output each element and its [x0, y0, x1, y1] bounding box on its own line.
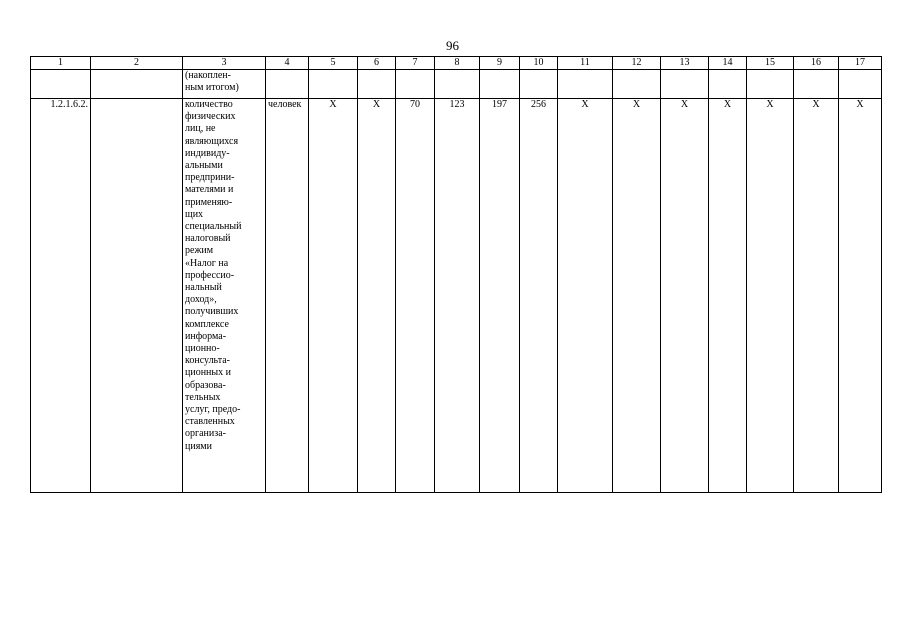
data-table: [30, 56, 882, 493]
cell: [91, 99, 183, 493]
text-line: нальный: [185, 282, 222, 294]
header-row: [31, 57, 882, 70]
text-line: предприни-: [185, 172, 235, 184]
table-row: [31, 70, 882, 99]
text-line: получивших: [185, 306, 239, 318]
value-cell: 256: [520, 99, 558, 493]
cell: [91, 70, 183, 99]
header-cell: 2: [91, 57, 183, 70]
value-cell: X: [794, 99, 839, 493]
text-line: щих: [185, 208, 204, 220]
indicator-name-cell: [183, 70, 266, 99]
value-cell: X: [358, 99, 396, 493]
header-cell: 15: [747, 57, 794, 70]
value-cell: [839, 70, 882, 99]
value-cell: [613, 70, 661, 99]
header-cell: 10: [520, 57, 558, 70]
header-cell: 5: [309, 57, 358, 70]
header-cell: 16: [794, 57, 839, 70]
header-cell: 17: [839, 57, 882, 70]
text-line: организа-: [185, 428, 226, 440]
text-line: «Налог на: [185, 257, 229, 269]
text-line: альными: [185, 160, 223, 172]
table-row: [31, 99, 882, 493]
code-cell: 1.2.1.6.2.: [31, 99, 91, 493]
value-cell: [520, 70, 558, 99]
unit-cell: [266, 70, 309, 99]
unit-cell: человек: [266, 99, 309, 493]
text-line: индивиду-: [185, 147, 230, 159]
text-line: ционно-: [185, 343, 220, 355]
value-cell: [558, 70, 613, 99]
text-line: циями: [185, 440, 212, 452]
text-line: ставленных: [185, 416, 235, 428]
value-cell: [661, 70, 709, 99]
text-line: информа-: [185, 330, 227, 342]
header-cell: 8: [435, 57, 480, 70]
header-cell: 14: [709, 57, 747, 70]
text-line: мателями и: [185, 184, 234, 196]
value-cell: X: [661, 99, 709, 493]
value-cell: 70: [396, 99, 435, 493]
indicator-name-cell: [183, 99, 266, 493]
text-line: комплексе: [185, 318, 229, 330]
value-cell: X: [839, 99, 882, 493]
text-line: специальный: [185, 221, 242, 233]
value-cell: 197: [480, 99, 520, 493]
text-line: образова-: [185, 379, 226, 391]
text-line: ным итогом): [185, 82, 239, 94]
text-line: лиц, не: [185, 123, 216, 135]
value-cell: X: [747, 99, 794, 493]
value-cell: [358, 70, 396, 99]
value-cell: [396, 70, 435, 99]
code-cell: [31, 70, 91, 99]
text-line: физических: [185, 111, 236, 123]
text-line: применяю-: [185, 196, 233, 208]
header-cell: 6: [358, 57, 396, 70]
header-cell: 4: [266, 57, 309, 70]
header-cell: 9: [480, 57, 520, 70]
value-cell: [480, 70, 520, 99]
header-cell: 12: [613, 57, 661, 70]
header-cell: 7: [396, 57, 435, 70]
header-cell: 3: [183, 57, 266, 70]
value-cell: X: [558, 99, 613, 493]
text-line: являющихся: [185, 135, 239, 147]
text-line: ционных и: [185, 367, 231, 379]
page-number: 96: [446, 38, 459, 53]
text-line: тельных: [185, 391, 221, 403]
header-cell: 1: [31, 57, 91, 70]
text-line: услуг, предо-: [185, 404, 241, 416]
text-line: налоговый: [185, 233, 231, 245]
value-cell: [435, 70, 480, 99]
value-cell: [709, 70, 747, 99]
header-cell: 11: [558, 57, 613, 70]
text-line: режим: [185, 245, 214, 257]
value-cell: X: [709, 99, 747, 493]
value-cell: 123: [435, 99, 480, 493]
value-cell: [794, 70, 839, 99]
header-cell: 13: [661, 57, 709, 70]
value-cell: X: [309, 99, 358, 493]
text-line: количество: [185, 99, 233, 110]
value-cell: X: [613, 99, 661, 493]
value-cell: [309, 70, 358, 99]
text-line: (накоплен-: [185, 70, 231, 81]
text-line: профессио-: [185, 269, 235, 281]
text-line: доход»,: [185, 294, 217, 306]
text-line: консульта-: [185, 355, 230, 367]
value-cell: [747, 70, 794, 99]
